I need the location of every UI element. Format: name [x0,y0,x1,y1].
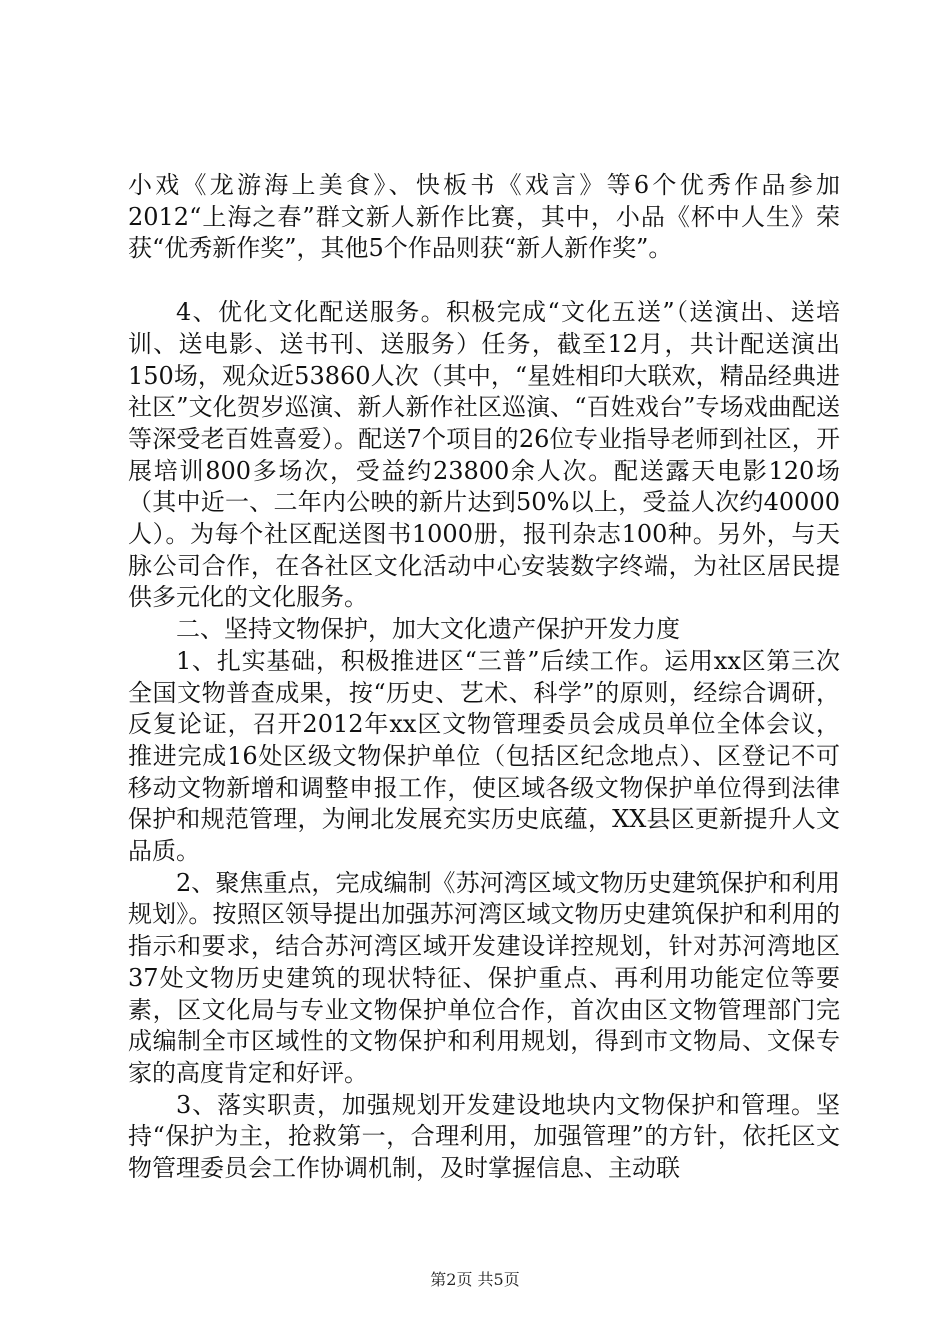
document-body [128,170,840,1185]
paragraph-census-followup: 1、扎实基础，积极推进区“三普”后续工作。运用xx区第三次全国文物普查成果，按“历史、艺术、科学”的原则，经综合调研，反复论证，召开2012年xx区文物管理委员会成员单位全体会议，推进完成16处区级文物保护单位（包括区纪念地点）、区登记不可移动文物新增和调整申报工作，使区域各级文物保护单位得到法律保护和规范管理，为闸北发展充实历史底蕴，XX县区更新提升人文品质。 [128,646,840,866]
paragraph-cultural-delivery: 4、优化文化配送服务。积极完成“文化五送”（送演出、送培训、送电影、送书刊、送服务）任务，截至12月，共计配送演出150场，观众近53860人次（其中，“星姓相印大联欢，精品经典进社区”文化贺岁巡演、新人新作社区巡演、“百姓戏台”专场戏曲配送等深受老百姓喜爱）。配送7个项目的26位专业指导老师到社区，开展培训800多场次，受益约23800余人次。配送露天电影120场（其中近一、二年内公映的新片达到50%以上，受益人次约40000人）。为每个社区配送图书1000册，报刊杂志100种。另外，与天脉公司合作，在各社区文化活动中心安装数字终端，为社区居民提供多元化的文化服务。 [128,298,840,612]
paragraph-suhe-bay-plan: 2、聚焦重点，完成编制《苏河湾区域文物历史建筑保护和利用规划》。按照区领导提出加强苏河湾区域文物历史建筑保护和利用的指示和要求，结合苏河湾区域开发建设详控规划，针对苏河湾地区37处文物历史建筑的现状特征、保护重点、再利用功能定位等要素，区文化局与专业文物保护单位合作，首次由区文物管理部门完成编制全市区域性的文物保护和利用规划，得到市文物局、文保专家的高度肯定和好评。 [128,868,840,1087]
section-heading-heritage: 二、坚持文物保护，加大文化遗产保护开发力度 [176,615,680,644]
paragraph-relic-management: 3、落实职责，加强规划开发建设地块内文物保护和管理。坚持“保护为主，抢救第一，合理利用，加强管理”的方针，依托区文物管理委员会工作协调机制，及时掌握信息、主动联 [128,1090,840,1183]
paragraph-continuation: 小戏《龙游海上美食》、快板书《戏言》等6个优秀作品参加2012“上海之春”群文新人新作比赛，其中，小品《杯中人生》荣获“优秀新作奖”，其他5个作品则获“新人新作奖”。 [128,171,840,263]
page-footer: 第2页 共5页 [430,1270,520,1289]
